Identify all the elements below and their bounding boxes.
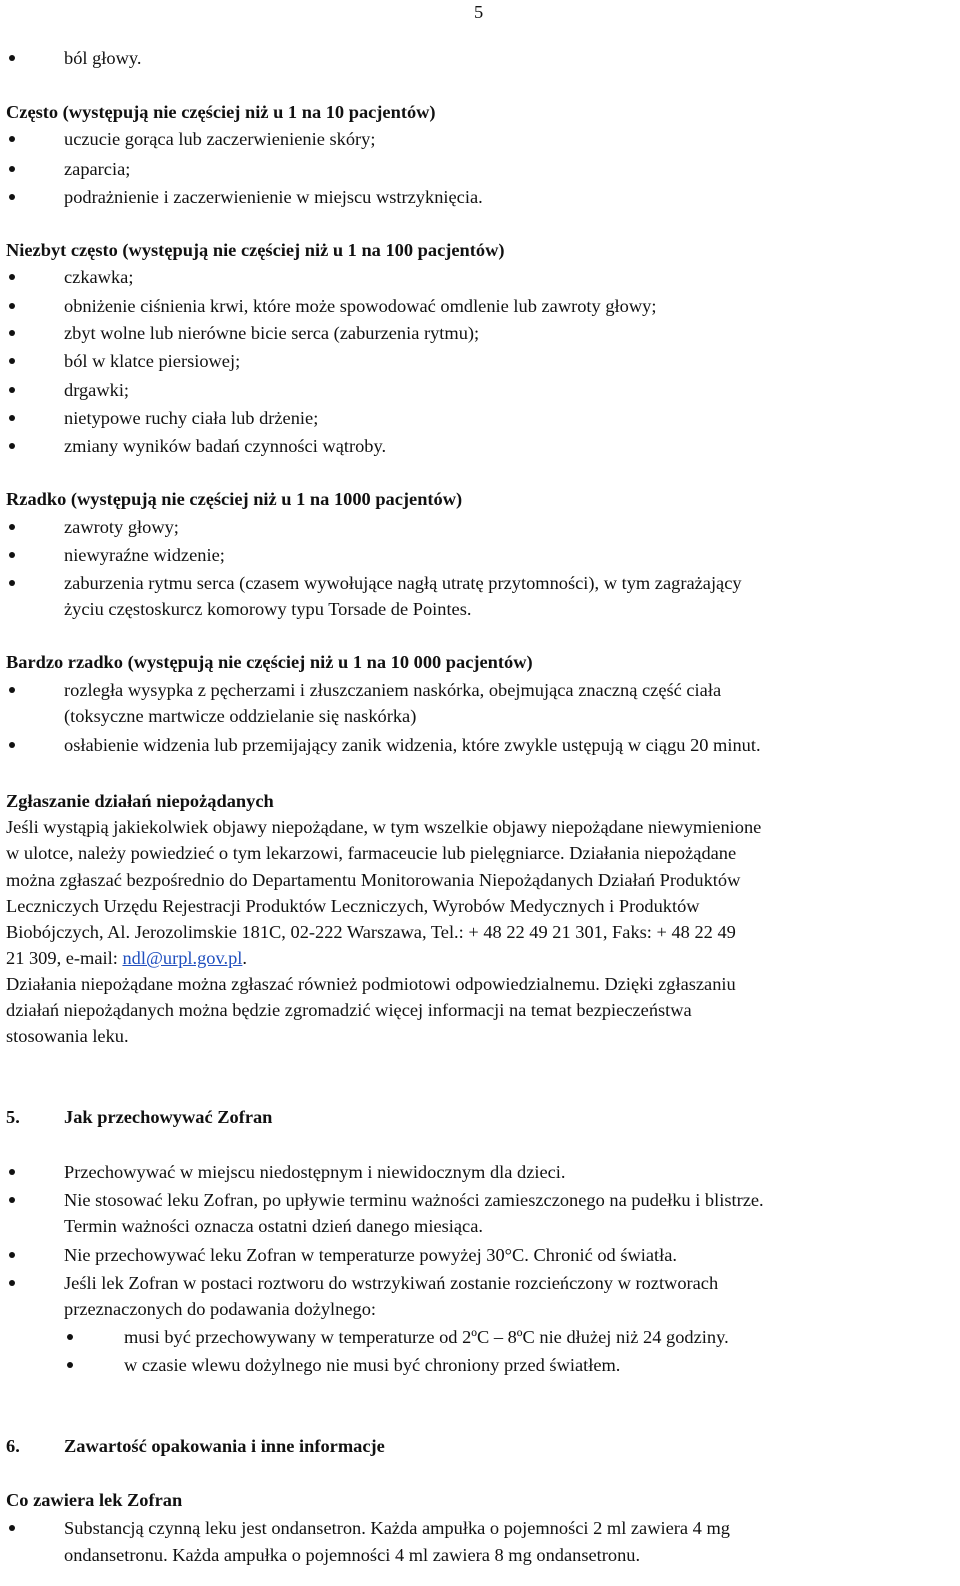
list-item-continuation: Termin ważności oznacza ostatni dzień danego miesiąca. [64, 1216, 483, 1236]
list-item: rozległa wysypka z pęcherzami i złuszczaniem naskórka, obejmująca znaczną część ciała [0, 677, 960, 703]
list-item: Nie przechowywać leku Zofran w temperaturze powyżej 30°C. Chronić od światła. [0, 1242, 960, 1268]
section-title: Jak przechowywać Zofran [64, 1107, 273, 1127]
list-item-continuation: (toksyczne martwicze oddzielanie się naskórka) [64, 706, 417, 726]
list-item: ból w klatce piersiowej; [0, 348, 960, 374]
list-item: obniżenie ciśnienia krwi, które może spowodować omdlenie lub zawroty głowy; [0, 293, 960, 319]
section-header-reporting: Zgłaszanie działań niepożądanych [6, 791, 274, 811]
list-item: zbyt wolne lub nierówne bicie serca (zaburzenia rytmu); [0, 320, 960, 346]
list-item: osłabienie widzenia lub przemijający zanik widzenia, które zwykle ustępują w ciągu 20 minut. [0, 732, 960, 758]
list-item: zmiany wyników badań czynności wątroby. [0, 433, 960, 459]
email-suffix: . [242, 948, 248, 968]
section-header-uncommon: Niezbyt często (występują nie częściej niż u 1 na 100 pacjentów) [6, 240, 505, 260]
list-item: niewyraźne widzenie; [0, 542, 960, 568]
list-item: Nie stosować leku Zofran, po upływie terminu ważności zamieszczonego na pudełku i blistrze. [0, 1187, 960, 1213]
paragraph-line [6, 945, 956, 971]
paragraph-line: Leczniczych Urzędu Rejestracji Produktów Leczniczych, Wyrobów Medycznych i Produktów [6, 896, 700, 916]
section-title: Zawartość opakowania i inne informacje [64, 1436, 385, 1456]
section-number: 5. [6, 1107, 20, 1127]
sub-list-item: w czasie wlewu dożylnego nie musi być chroniony przed światłem. [0, 1352, 960, 1378]
paragraph-line: działań niepożądanych można będzie zgromadzić więcej informacji na temat bezpieczeństwa [6, 1000, 692, 1020]
list-item: Jeśli lek Zofran w postaci roztworu do wstrzykiwań zostanie rozcieńczony w roztworach [0, 1270, 960, 1296]
list-item: zaparcia; [0, 156, 960, 182]
paragraph-line: stosowania leku. [6, 1026, 129, 1046]
page-number: 5 [474, 2, 484, 22]
list-item: czkawka; [0, 264, 960, 290]
section-header-very-rare: Bardzo rzadko (występują nie częściej niż u 1 na 10 000 pacjentów) [6, 652, 533, 672]
list-item: zaburzenia rytmu serca (czasem wywołujące nagłą utratę przytomności), w tym zagrażający [0, 570, 960, 596]
list-item: nietypowe ruchy ciała lub drżenie; [0, 405, 960, 431]
list-item: uczucie gorąca lub zaczerwienienie skóry; [0, 126, 960, 152]
section-header-frequent: Często (występują nie częściej niż u 1 na 10 pacjentów) [6, 102, 436, 122]
section-number: 6. [6, 1436, 20, 1456]
section-header-rare: Rzadko (występują nie częściej niż u 1 na 1000 pacjentów) [6, 489, 463, 509]
paragraph-line: można zgłaszać bezpośrednio do Departamentu Monitorowania Niepożądanych Działań Produktów [6, 870, 741, 890]
sub-list-item: musi być przechowywany w temperaturze od 2ºC – 8ºC nie dłużej niż 24 godziny. [0, 1324, 960, 1350]
list-item: ból głowy. [0, 45, 960, 71]
list-item: Przechowywać w miejscu niedostępnym i niewidocznym dla dzieci. [0, 1159, 960, 1185]
paragraph-line: w ulotce, należy powiedzieć o tym lekarzowi, farmaceucie lub pielęgniarce. Działania niepożądane [6, 843, 737, 863]
list-item-continuation: ondansetronu. Każda ampułka o pojemności 4 ml zawiera 8 mg ondansetronu. [64, 1545, 641, 1565]
list-item-continuation: życiu częstoskurcz komorowy typu Torsade de Pointes. [64, 599, 472, 619]
paragraph-line: Biobójczych, Al. Jerozolimskie 181C, 02-222 Warszawa, Tel.: + 48 22 49 21 301, Faks: + 48 22 49 [6, 922, 736, 942]
list-item: podrażnienie i zaczerwienienie w miejscu wstrzyknięcia. [0, 184, 960, 210]
list-item: Substancją czynną leku jest ondansetron. Każda ampułka o pojemności 2 ml zawiera 4 mg [0, 1515, 960, 1541]
paragraph-line: Jeśli wystąpią jakiekolwiek objawy niepożądane, w tym wszelkie objawy niepożądane niewymienione [6, 817, 762, 837]
email-link[interactable]: ndl@urpl.gov.pl [122, 948, 243, 968]
list-item: drgawki; [0, 377, 960, 403]
subsection-header: Co zawiera lek Zofran [6, 1490, 183, 1510]
email-prefix: 21 309, e-mail: [6, 948, 123, 968]
list-item: zawroty głowy; [0, 514, 960, 540]
paragraph-line: Działania niepożądane można zgłaszać również podmiotowi odpowiedzialnemu. Dzięki zgłaszaniu [6, 974, 736, 994]
list-item-continuation: przeznaczonych do podawania dożylnego: [64, 1299, 376, 1319]
